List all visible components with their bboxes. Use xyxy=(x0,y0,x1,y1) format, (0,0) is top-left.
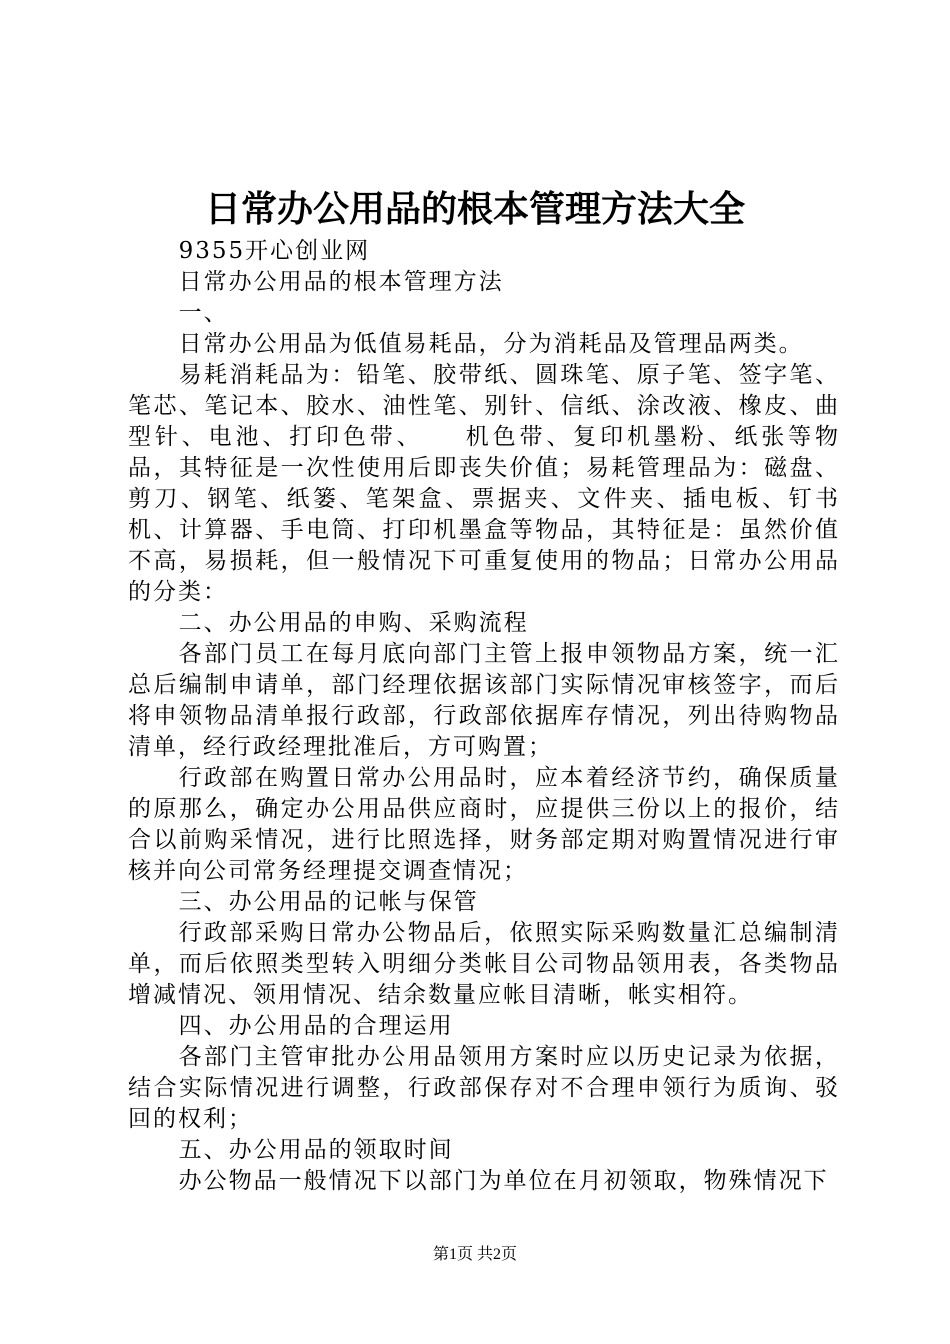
paragraph-consumables: 易耗消耗品为：铅笔、胶带纸、圆珠笔、原子笔、签字笔、笔芯、笔记本、胶水、油性笔、别针、信纸、涂改液、橡皮、曲型针、电池、打印色带、 机色带、复印机墨粉、纸张等物品，其特征是一次性使用后即丧失价值；易耗管理品为：磁盘、剪刀、钢笔、纸篓、笔架盒、票据夹、文件夹、插电板、钉书机、计算器、手电筒、打印机墨盒等物品，其特征是：虽然价值不高，易损耗，但一般情况下可重复使用的物品；日常办公用品的分类： xyxy=(128,362,840,605)
section-heading-4: 四、办公用品的合理运用 xyxy=(178,1013,454,1039)
section-heading-2: 二、办公用品的申购、采购流程 xyxy=(178,610,529,636)
paragraph-procurement-1: 各部门员工在每月底向部门主管上报申领物品方案，统一汇总后编制申请单，部门经理依据该部门实际情况审核签字，而后将申领物品清单报行政部，行政部依据库存情况，列出待购物品清单，经行政经理批准后，方可购置； xyxy=(128,641,840,760)
paragraph-pickup-time: 办公物品一般情况下以部门为单位在月初领取，物殊情况下 xyxy=(178,1168,829,1194)
section-heading-3: 三、办公用品的记帐与保管 xyxy=(178,889,479,915)
section-heading-5: 五、办公用品的领取时间 xyxy=(178,1137,454,1163)
paragraph-usage: 各部门主管审批办公用品领用方案时应以历史记录为依据，结合实际情况进行调整，行政部保存对不合理申领行为质询、驳回的权利； xyxy=(128,1044,840,1132)
page-footer: 第1页 共2页 xyxy=(432,1246,517,1263)
section-heading-1: 一、 xyxy=(178,300,229,326)
document-title: 日常办公用品的根本管理方法大全 xyxy=(204,188,745,230)
paragraph-subtitle: 日常办公用品的根本管理方法 xyxy=(178,269,504,295)
paragraph-intro: 日常办公用品为低值易耗品，分为消耗品及管理品两类。 xyxy=(178,331,804,357)
paragraph-bookkeeping: 行政部采购日常办公物品后，依照实际采购数量汇总编制清单，而后依照类型转入明细分类帐目公司物品领用表，各类物品增减情况、领用情况、结余数量应帐目清晰，帐实相符。 xyxy=(128,920,840,1008)
paragraph-procurement-2: 行政部在购置日常办公用品时，应本着经济节约，确保质量的原那么，确定办公用品供应商时，应提供三份以上的报价，结合以前购采情况，进行比照选择，财务部定期对购置情况进行审核并向公司常务经理提交调查情况； xyxy=(128,765,840,884)
paragraph-source: 9355开心创业网 xyxy=(178,238,371,264)
document-body xyxy=(128,236,840,1197)
